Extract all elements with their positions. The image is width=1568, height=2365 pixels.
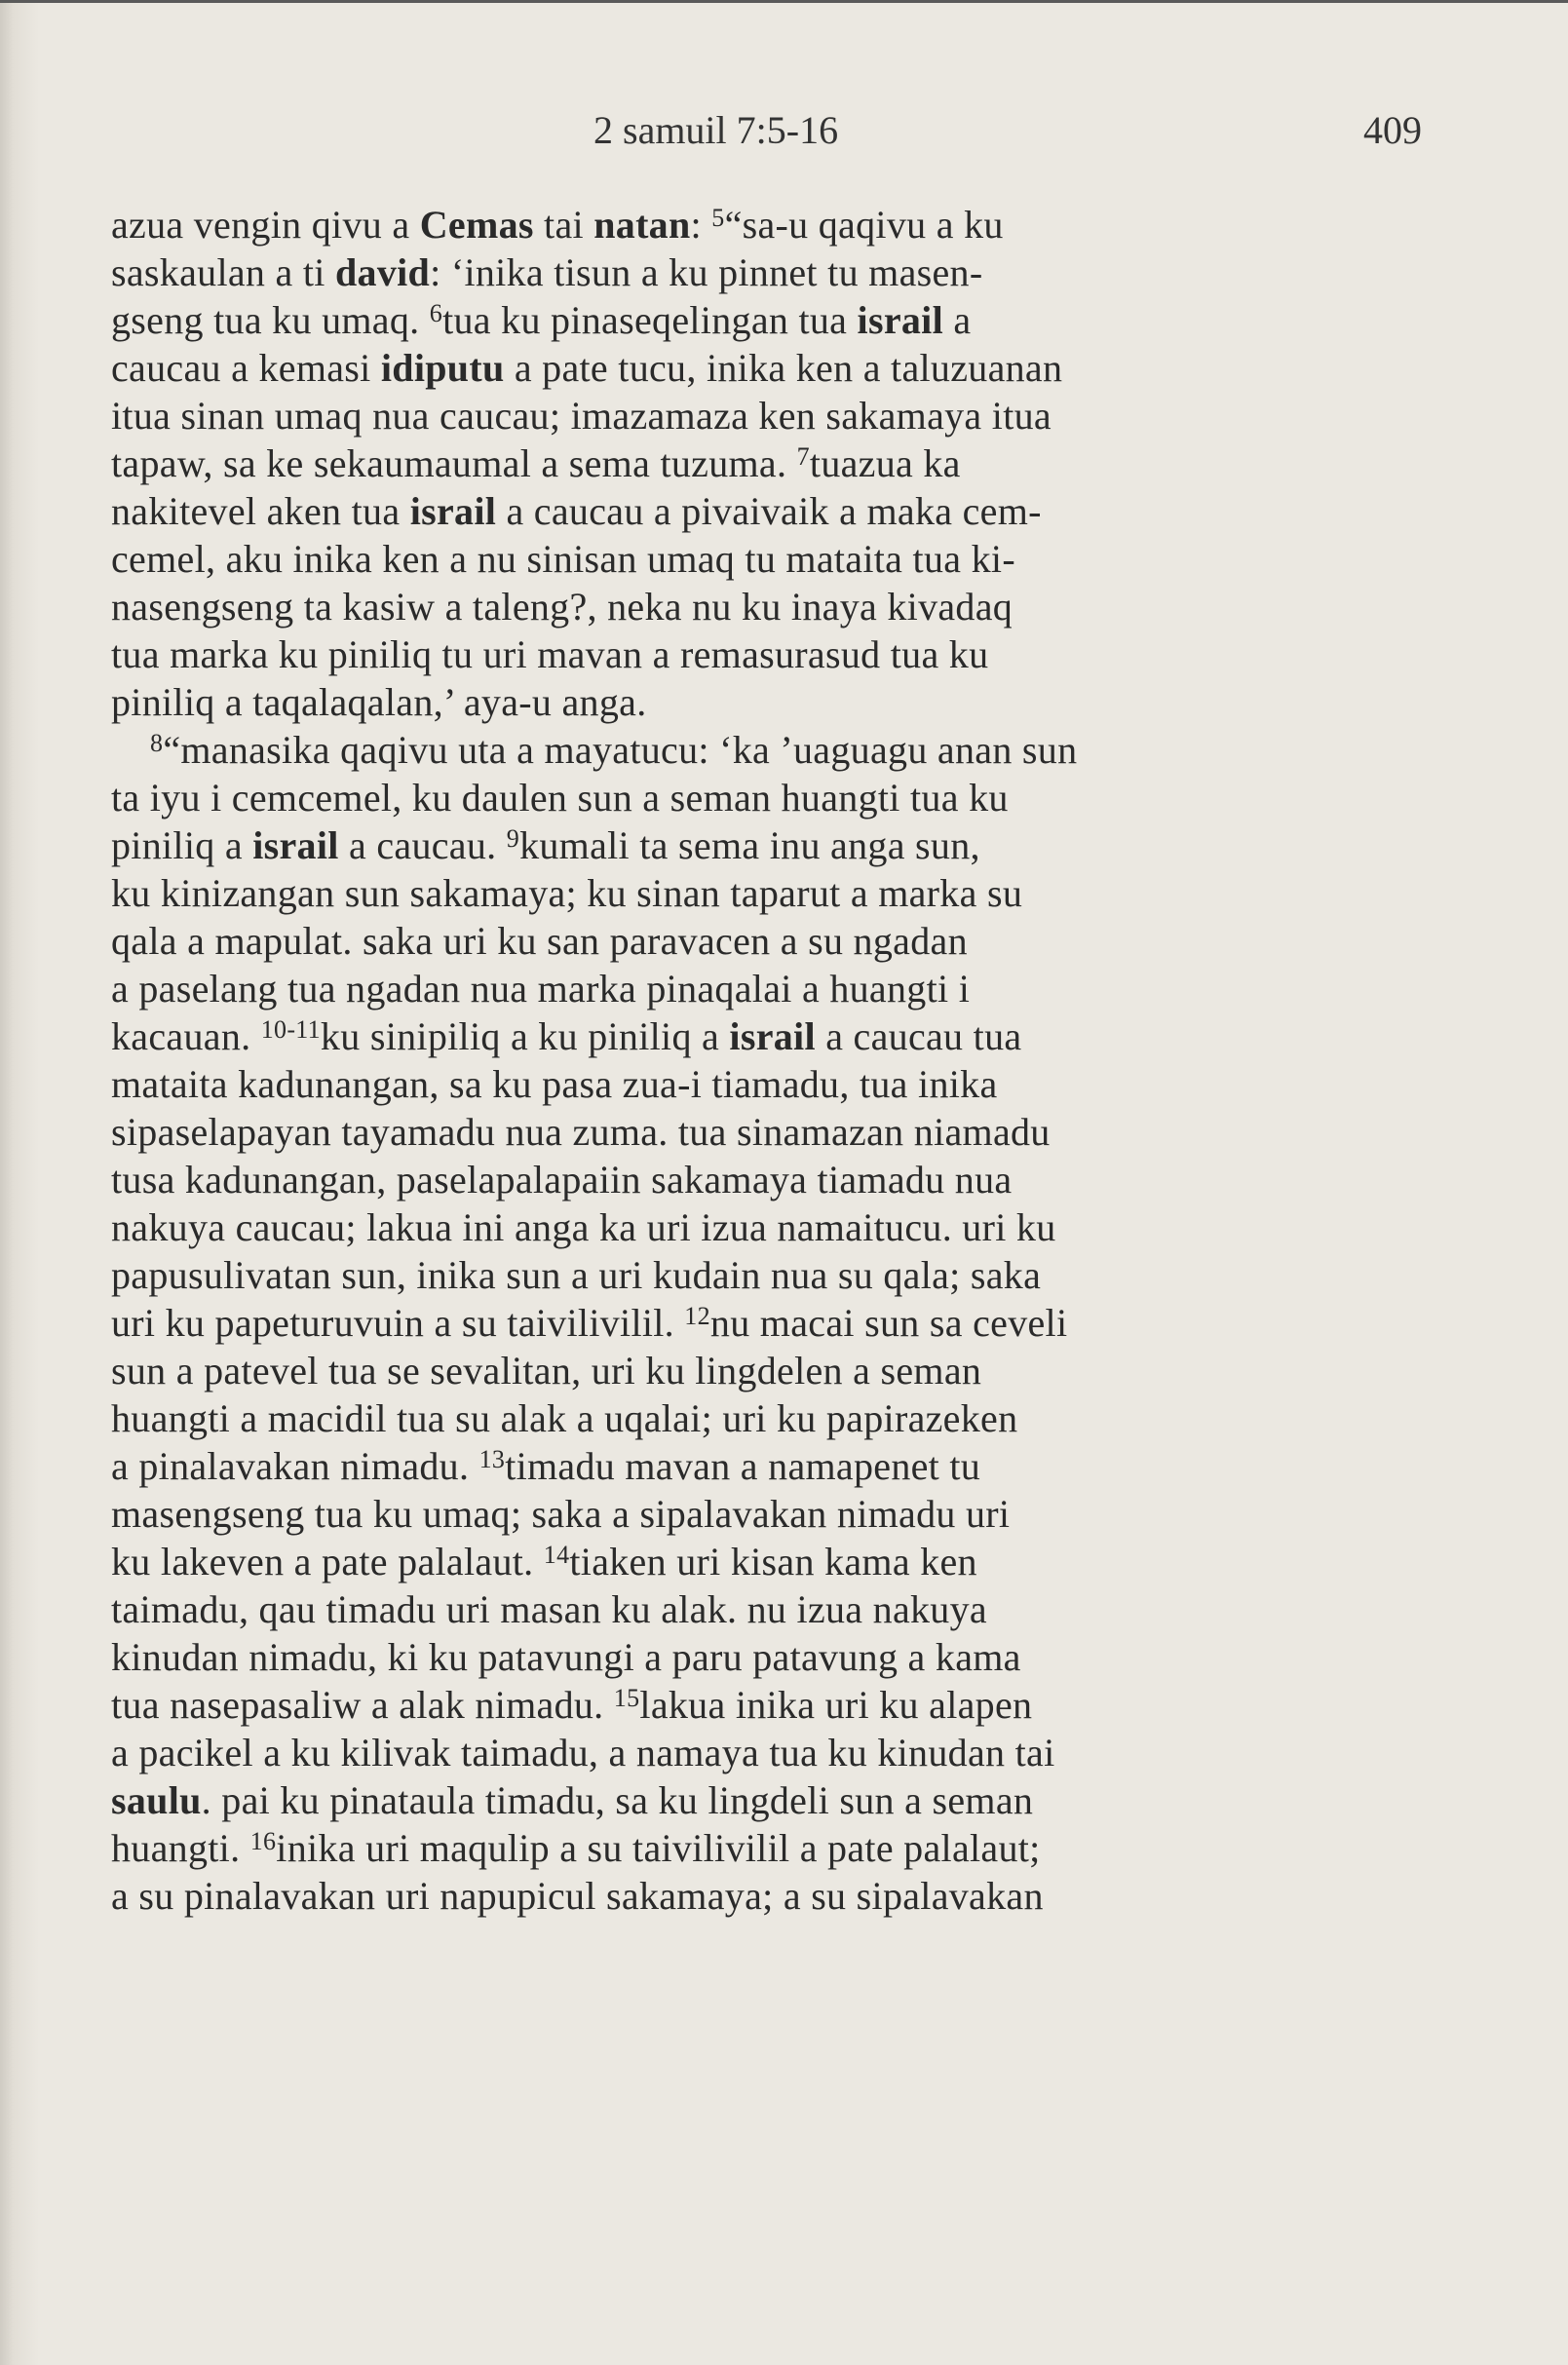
text-run: a paselang tua ngadan nua marka pinaqalai a huangti i xyxy=(111,967,971,1011)
text-run: nakuya caucau; lakua ini anga ka uri izua namaitucu. uri ku xyxy=(111,1205,1056,1249)
text-run: itua sinan umaq nua caucau; imazamaza ken sakamaya itua xyxy=(111,394,1052,438)
bold-name: idiputu xyxy=(380,346,505,390)
text-line xyxy=(111,1776,1422,1824)
text-line xyxy=(111,1633,1422,1681)
text-line xyxy=(111,439,1422,487)
text-run: a pacikel a ku kilivak taimadu, a namaya tua ku kinudan tai xyxy=(111,1731,1055,1774)
text-run: . pai ku pinataula timadu, sa ku lingdeli sun a seman xyxy=(201,1778,1034,1822)
verse-number: 8 xyxy=(150,729,164,757)
verse-number: 12 xyxy=(684,1302,710,1330)
text-run: a caucau tua xyxy=(815,1014,1022,1058)
text-line xyxy=(111,1394,1422,1442)
text-run: caucau a kemasi xyxy=(111,346,381,390)
text-line xyxy=(111,1538,1422,1585)
verse-number: 10-11 xyxy=(260,1015,321,1044)
page-number: 409 xyxy=(1363,108,1422,152)
verse-number: 14 xyxy=(543,1541,570,1569)
text-run: mataita kadunangan, sa ku pasa zua-i tiamadu, tua inika xyxy=(111,1062,998,1106)
body-text xyxy=(111,201,1422,1920)
text-line xyxy=(111,917,1422,965)
bold-name: natan xyxy=(593,203,691,247)
text-line xyxy=(111,774,1422,821)
bold-name: david xyxy=(335,250,431,294)
text-line xyxy=(111,296,1422,344)
bold-name: israil xyxy=(409,489,497,533)
text-run: sun a patevel tua se sevalitan, uri ku lingdelen a seman xyxy=(111,1349,982,1392)
text-line xyxy=(111,1347,1422,1394)
text-run: ku kinizangan sun sakamaya; ku sinan taparut a marka su xyxy=(111,871,1023,915)
text-line xyxy=(111,726,1422,774)
text-run: huangti. xyxy=(111,1826,250,1870)
text-run: tuazua ka xyxy=(809,441,961,485)
running-title: 2 samuil 7:5-16 xyxy=(593,108,839,152)
text-run: sipaselapayan tayamadu nua zuma. tua sinamazan niamadu xyxy=(111,1110,1051,1154)
text-line xyxy=(111,487,1422,535)
bold-name: Cemas xyxy=(419,203,534,247)
text-run: “manasika qaqivu uta a mayatucu: ‘ka ’uaguagu anan sun xyxy=(163,728,1078,772)
text-run: azua vengin qivu a xyxy=(111,203,420,247)
text-run: : ‘inika tisun a ku pinnet tu masen- xyxy=(430,250,983,294)
bold-name: israil xyxy=(252,823,339,867)
verse-number: 5 xyxy=(711,204,725,232)
text-line xyxy=(111,965,1422,1012)
text-run: piniliq a xyxy=(111,823,253,867)
bold-name: israil xyxy=(857,298,944,342)
text-line xyxy=(111,1012,1422,1060)
text-run: inika uri maqulip a su taivilivilil a pate palalaut; xyxy=(276,1826,1041,1870)
text-run: piniliq a taqalaqalan,’ aya-u anga. xyxy=(111,680,647,724)
text-run: lakua inika uri ku alapen xyxy=(639,1683,1033,1727)
text-line xyxy=(111,248,1422,296)
text-line xyxy=(111,678,1422,726)
text-line xyxy=(111,1681,1422,1729)
text-run: cemel, aku inika ken a nu sinisan umaq tu mataita tua ki- xyxy=(111,537,1015,581)
top-edge-line xyxy=(0,0,1568,3)
text-line xyxy=(111,1729,1422,1776)
text-run: tapaw, sa ke sekaumaumal a sema tuzuma. xyxy=(111,441,797,485)
text-line xyxy=(111,535,1422,583)
text-run: a caucau. xyxy=(338,823,507,867)
text-run: papusulivatan sun, inika sun a uri kudain nua su qala; saka xyxy=(111,1253,1042,1297)
page-header xyxy=(111,107,1422,166)
text-run: tua nasepasaliw a alak nimadu. xyxy=(111,1683,614,1727)
text-run: kinudan nimadu, ki ku patavungi a paru patavung a kama xyxy=(111,1635,1021,1679)
text-run: saskaulan a ti xyxy=(111,250,335,294)
text-run: a pinalavakan nimadu. xyxy=(111,1444,479,1488)
text-run: uri ku papeturuvuin a su taivilivilil. xyxy=(111,1301,685,1345)
text-line xyxy=(111,1251,1422,1299)
text-run: tua ku pinaseqelingan tua xyxy=(442,298,858,342)
bold-name: saulu xyxy=(111,1778,202,1822)
text-line xyxy=(111,821,1422,869)
verse-number: 15 xyxy=(613,1684,640,1712)
text-line xyxy=(111,583,1422,630)
text-run: taimadu, qau timadu uri masan ku alak. nu izua nakuya xyxy=(111,1587,987,1631)
verse-number: 16 xyxy=(249,1827,277,1855)
text-run: kacauan. xyxy=(111,1014,261,1058)
text-line xyxy=(111,630,1422,678)
text-run: nasengseng ta kasiw a taleng?, neka nu ku inaya kivadaq xyxy=(111,585,1013,629)
text-line xyxy=(111,344,1422,392)
text-run: a su pinalavakan uri napupicul sakamaya; a su sipalavakan xyxy=(111,1874,1044,1918)
text-run: ku lakeven a pate palalaut. xyxy=(111,1540,544,1583)
text-run: a caucau a pivaivaik a maka cem- xyxy=(496,489,1042,533)
text-line xyxy=(111,1872,1422,1920)
verse-number: 7 xyxy=(796,442,810,471)
text-line xyxy=(111,1442,1422,1490)
text-run: timadu mavan a namapenet tu xyxy=(505,1444,981,1488)
text-line xyxy=(111,392,1422,439)
text-line xyxy=(111,1299,1422,1347)
text-line xyxy=(111,1156,1422,1203)
verse-number: 6 xyxy=(429,299,443,327)
text-line xyxy=(111,869,1422,917)
text-run: kumali ta sema inu anga sun, xyxy=(519,823,980,867)
text-run: tua marka ku piniliq tu uri mavan a remasurasud tua ku xyxy=(111,632,989,676)
text-line xyxy=(111,201,1422,248)
text-run: tusa kadunangan, paselapalapaiin sakamaya tiamadu nua xyxy=(111,1158,1013,1202)
text-run: nakitevel aken tua xyxy=(111,489,410,533)
text-run: : xyxy=(690,203,712,247)
bold-name: israil xyxy=(729,1014,816,1058)
text-run: masengseng tua ku umaq; saka a sipalavakan nimadu uri xyxy=(111,1492,1011,1536)
text-run: “sa-u qaqivu a ku xyxy=(724,203,1004,247)
text-line xyxy=(111,1203,1422,1251)
text-line xyxy=(111,1585,1422,1633)
text-run: ta iyu i cemcemel, ku daulen sun a seman huangti tua ku xyxy=(111,776,1009,820)
text-run: huangti a macidil tua su alak a uqalai; uri ku papirazeken xyxy=(111,1396,1018,1440)
text-run: a xyxy=(943,298,972,342)
text-line xyxy=(111,1824,1422,1872)
text-run: a pate tucu, inika ken a taluzuanan xyxy=(504,346,1063,390)
text-run: gseng tua ku umaq. xyxy=(111,298,430,342)
text-line xyxy=(111,1060,1422,1108)
verse-number: 13 xyxy=(478,1445,506,1473)
text-run: qala a mapulat. saka uri ku san paravacen a su ngadan xyxy=(111,919,968,963)
text-line xyxy=(111,1108,1422,1156)
text-run: tai xyxy=(533,203,594,247)
text-run: nu macai sun sa ceveli xyxy=(709,1301,1068,1345)
text-line xyxy=(111,1490,1422,1538)
text-run: tiaken uri kisan kama ken xyxy=(569,1540,977,1583)
verse-number: 9 xyxy=(506,824,520,853)
text-run: ku sinipiliq a ku piniliq a xyxy=(320,1014,730,1058)
